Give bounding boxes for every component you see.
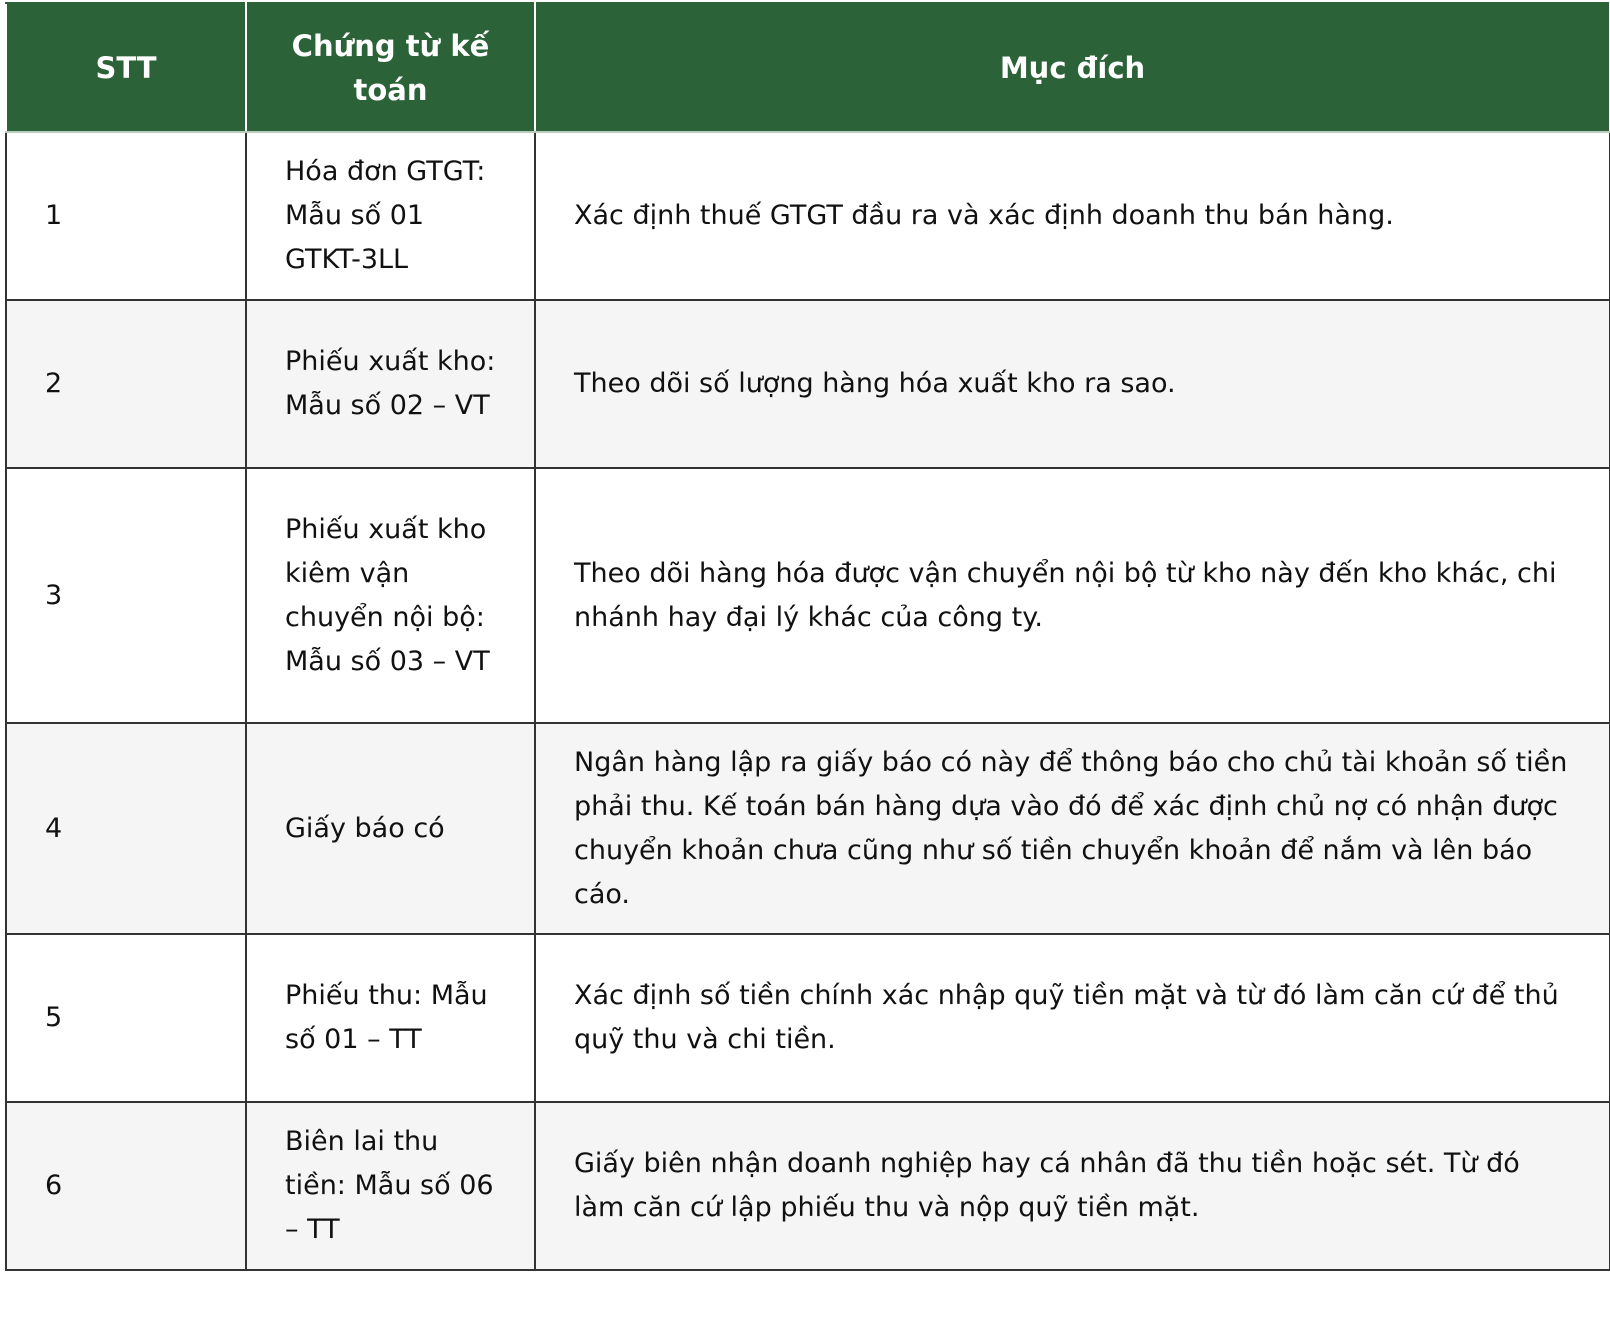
cell-purpose: Giấy biên nhận doanh nghiệp hay cá nhân đã thu tiền hoặc sét. Từ đó làm căn cứ lập phiếu thu và nộp quỹ tiền mặt. (535, 1102, 1610, 1270)
table-row (6, 723, 1610, 934)
header-row (6, 3, 1610, 132)
cell-document: Giấy báo có (246, 723, 535, 934)
cell-stt: 1 (6, 132, 246, 300)
cell-document: Phiếu xuất kho: Mẫu số 02 – VT (246, 300, 535, 468)
cell-stt: 4 (6, 723, 246, 934)
cell-purpose: Xác định thuế GTGT đầu ra và xác định doanh thu bán hàng. (535, 132, 1610, 300)
cell-purpose: Xác định số tiền chính xác nhập quỹ tiền mặt và từ đó làm căn cứ để thủ quỹ thu và chi tiền. (535, 934, 1610, 1102)
accounting-documents-table (5, 2, 1610, 1271)
cell-stt: 3 (6, 468, 246, 723)
table-row (6, 1102, 1610, 1270)
table-row (6, 468, 1610, 723)
table-row (6, 300, 1610, 468)
cell-document: Hóa đơn GTGT: Mẫu số 01 GTKT-3LL (246, 132, 535, 300)
header-stt: STT (6, 3, 246, 132)
cell-stt: 6 (6, 1102, 246, 1270)
header-purpose: Mục đích (535, 3, 1610, 132)
header-document: Chứng từ kế toán (246, 3, 535, 132)
cell-document: Phiếu thu: Mẫu số 01 – TT (246, 934, 535, 1102)
table-row (6, 132, 1610, 300)
cell-purpose: Theo dõi số lượng hàng hóa xuất kho ra sao. (535, 300, 1610, 468)
table-container (5, 2, 1610, 1271)
cell-stt: 2 (6, 300, 246, 468)
cell-stt: 5 (6, 934, 246, 1102)
table-body (6, 132, 1610, 1270)
table-row (6, 934, 1610, 1102)
cell-purpose: Ngân hàng lập ra giấy báo có này để thông báo cho chủ tài khoản số tiền phải thu. Kế toán bán hàng dựa vào đó để xác định chủ nợ có nhận được chuyển khoản chưa cũng như số tiền chuyển khoản để nắm và lên báo cáo. (535, 723, 1610, 934)
cell-document: Phiếu xuất kho kiêm vận chuyển nội bộ: Mẫu số 03 – VT (246, 468, 535, 723)
cell-document: Biên lai thu tiền: Mẫu số 06 – TT (246, 1102, 535, 1270)
cell-purpose: Theo dõi hàng hóa được vận chuyển nội bộ từ kho này đến kho khác, chi nhánh hay đại lý khác của công ty. (535, 468, 1610, 723)
table-header (6, 3, 1610, 132)
